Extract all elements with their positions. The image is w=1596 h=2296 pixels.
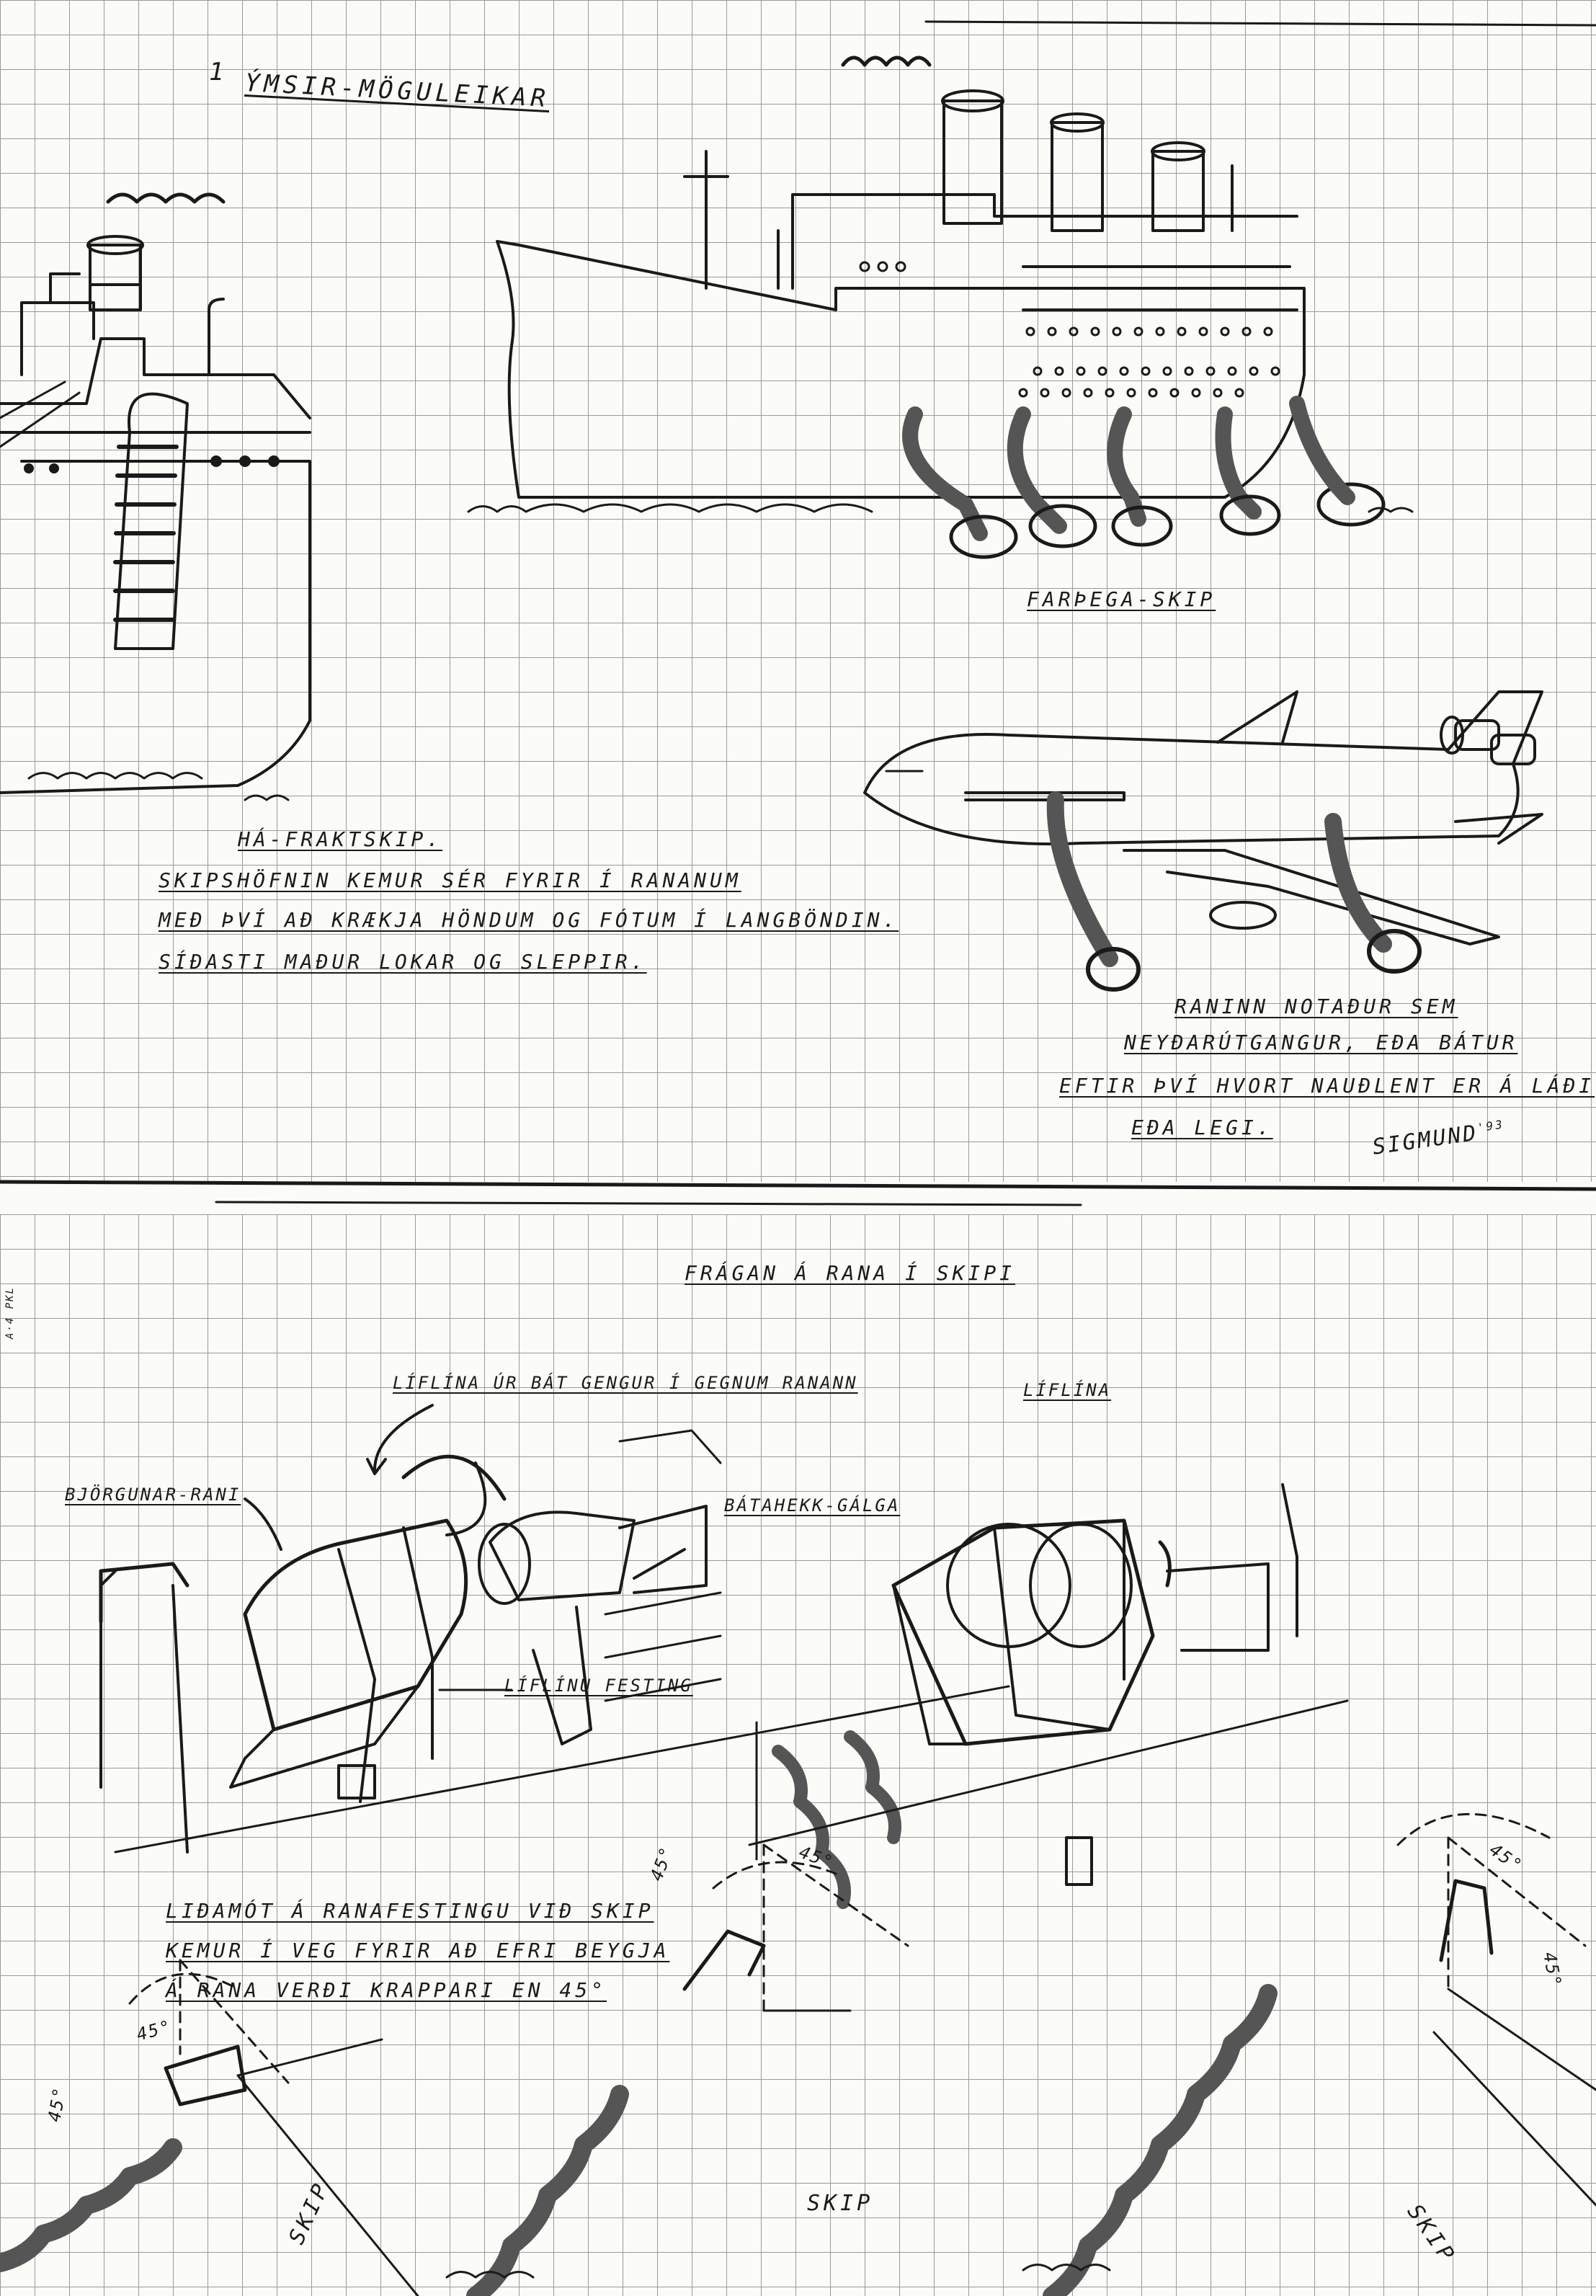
- angle-label-b2: 45°: [796, 1841, 837, 1874]
- page2-title: FRÁGAN Á RANA Í SKIPI: [685, 1261, 1016, 1285]
- page-number: 1: [209, 58, 228, 86]
- plane-text-line-2: NEYÐARÚTGANGUR, EÐA BÁTUR: [1124, 1031, 1518, 1054]
- plane-text-line-3: EFTIR ÞVÍ HVORT NAUÐLENT ER Á LÁÐI: [1059, 1074, 1595, 1098]
- cargo-ship-drawing: [0, 195, 310, 800]
- angle-label-a1: 45°: [134, 2016, 174, 2045]
- label-lifeline-mount: LÍFLÍNU FESTING: [504, 1676, 693, 1696]
- label-davit: BÁTAHEKK-GÁLGA: [724, 1495, 901, 1516]
- page-title: ÝMSIR-MÖGULEIKAR: [244, 68, 550, 114]
- page-edge-line: [926, 22, 1596, 25]
- cargo-text-line-2: MEÐ ÞVÍ AÐ KRÆKJA HÖNDUM OG FÓTUM Í LANGBÖNDIN.: [159, 908, 899, 932]
- passenger-ship-caption: FARÞEGA-SKIP: [1027, 587, 1216, 611]
- angle-label-a2: 45°: [44, 2084, 71, 2124]
- page-divider-line-2: [216, 1202, 1081, 1205]
- page-divider-line: [0, 1182, 1596, 1189]
- cargo-text-line-1: SKIPSHÖFNIN KEMUR SÉR FYRIR Í RANANUM: [159, 868, 741, 892]
- hinge-diagrams: [0, 1814, 1596, 2296]
- ship-label-a: SKIP: [284, 2177, 335, 2248]
- angle-label-b1: 45°: [646, 1843, 678, 1884]
- label-lifeline-boat: LÍFLÍNA ÚR BÁT GENGUR Í GEGNUM RANANN: [393, 1373, 858, 1393]
- hinge-text-line-2: KEMUR Í VEG FYRIR AÐ EFRI BEYGJA: [166, 1939, 670, 1962]
- margin-note: A·4 PKL: [4, 1286, 16, 1339]
- hinge-text-line-3: Á RANA VERÐI KRAPPARI EN 45°: [166, 1978, 607, 2002]
- label-rescue-tube: BJÖRGUNAR-RANI: [65, 1485, 241, 1505]
- davit-right-drawing: [749, 1485, 1347, 1903]
- hinge-text-line-1: LIÐAMÓT Á RANAFESTINGU VIÐ SKIP: [166, 1899, 654, 1923]
- passenger-ship-drawing: [468, 58, 1412, 557]
- plane-text-line-1: RANINN NOTAÐUR SEM: [1174, 995, 1458, 1018]
- airplane-drawing: [865, 692, 1542, 989]
- angle-label-c1: 45°: [1485, 1839, 1527, 1877]
- angle-label-c2: 45°: [1539, 1950, 1566, 1990]
- cargo-text-line-3: SÍÐASTI MAÐUR LOKAR OG SLEPPIR.: [159, 950, 647, 974]
- plane-text-line-4: EÐA LEGI.: [1131, 1116, 1273, 1139]
- ship-label-b: SKIP: [807, 2191, 874, 2216]
- ship-label-c: SKIP: [1401, 2199, 1461, 2269]
- cargo-ship-caption: HÁ-FRAKTSKIP.: [238, 827, 443, 851]
- signature: $SIGMUND^{'93}$: [1370, 1117, 1505, 1160]
- label-lifeline: LÍFLÍNA: [1023, 1380, 1112, 1400]
